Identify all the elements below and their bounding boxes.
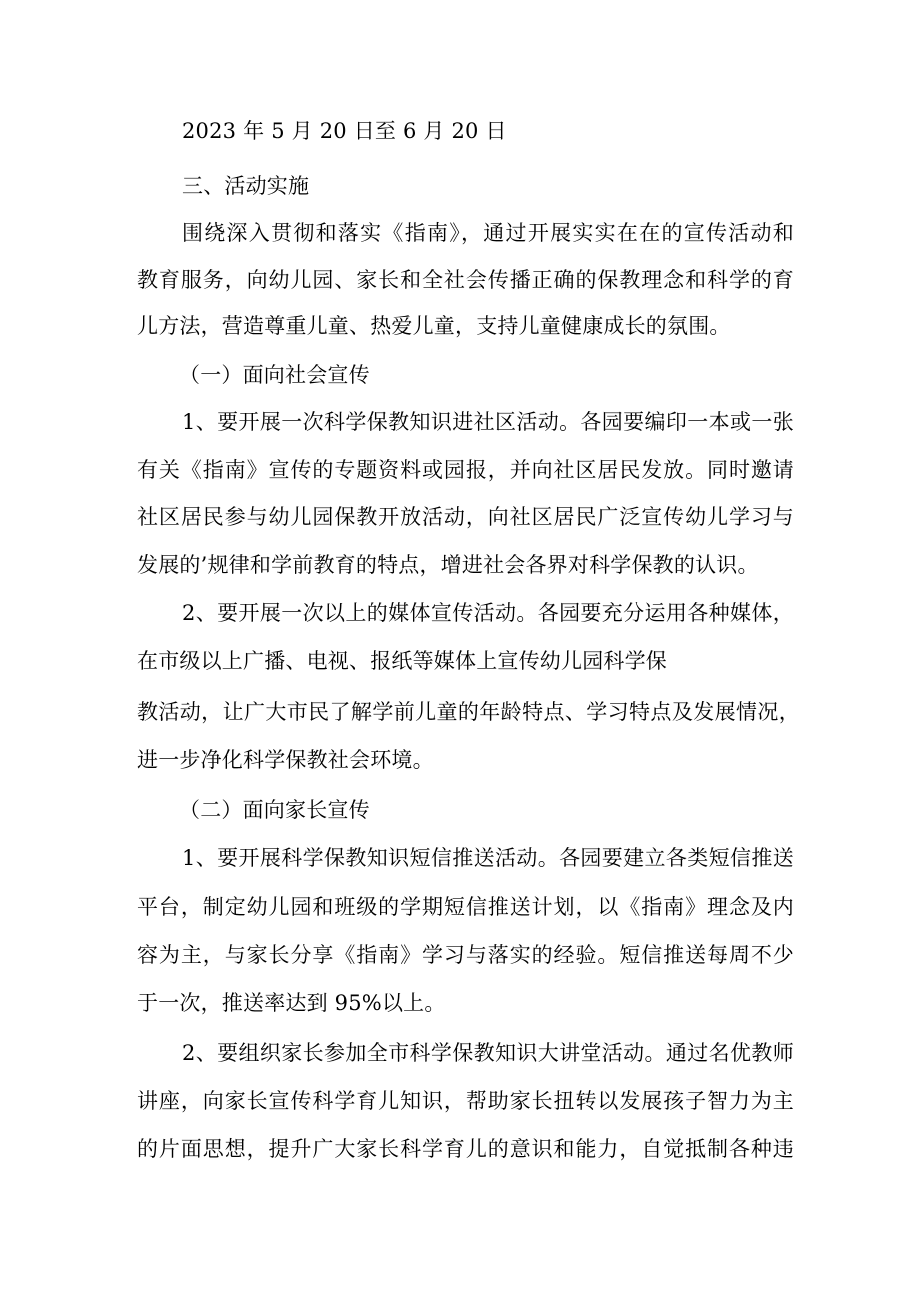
paragraph-line: 于一次，推送率达到 95%以上。 xyxy=(137,991,446,1015)
paragraph-line: 教活动，让广大市民了解学前儿童的年龄特点、学习特点及发展情况， xyxy=(137,700,800,724)
paragraph-line: 讲座，向家长宣传科学育儿知识，帮助家长扭转以发展孩子智力为主 xyxy=(137,1089,794,1113)
paragraph-line: 在市级以上广播、电视、报纸等媒体上宣传幼儿园科学保 xyxy=(137,649,667,673)
paragraph-line: 1、要开展一次科学保教知识进社区活动。各园要编印一本或一张 xyxy=(182,410,794,434)
paragraph-line: 社区居民参与幼儿园保教开放活动，向社区居民广泛宣传幼儿学习与 xyxy=(137,505,794,529)
subsection-heading-society: （一）面向社会宣传 xyxy=(179,363,370,387)
section-heading-activity-implementation: 三、活动实施 xyxy=(182,174,310,198)
paragraph-line: 1、要开展科学保教知识短信推送活动。各园要建立各类短信推送 xyxy=(182,846,794,870)
paragraph-line: 教育服务，向幼儿园、家长和全社会传播正确的保教理念和科学的育 xyxy=(137,268,794,292)
paragraph-line: 平台，制定幼儿园和班级的学期短信推送计划，以《指南》理念及内 xyxy=(137,895,794,919)
subsection-heading-parents: （二）面向家长宣传 xyxy=(179,798,370,822)
paragraph-line: 儿方法，营造尊重儿童、热爱儿童，支持儿童健康成长的氛围。 xyxy=(137,314,731,338)
paragraph-line: 有关《指南》宣传的专题资料或园报，并向社区居民发放。同时邀请 xyxy=(137,458,794,482)
paragraph-line: 围绕深入贯彻和落实《指南》，通过开展实实在在的宣传活动和 xyxy=(182,221,794,245)
date-range-line: 2023 年 5 月 20 日至 6 月 20 日 xyxy=(182,119,507,143)
paragraph-line: 发展的’规律和学前教育的特点，增进社会各界对科学保教的认识。 xyxy=(137,553,759,577)
paragraph-line: 2、要开展一次以上的媒体宣传活动。各园要充分运用各种媒体， xyxy=(182,601,794,625)
paragraph-line: 进一步净化科学保教社会环境。 xyxy=(137,748,434,772)
paragraph-line: 的片面思想，提升广大家长科学育儿的意识和能力，自觉抵制各种违 xyxy=(137,1137,794,1161)
paragraph-line: 容为主，与家长分享《指南》学习与落实的经验。短信推送每周不少 xyxy=(137,943,794,967)
paragraph-line: 2、要组织家长参加全市科学保教知识大讲堂活动。通过名优教师 xyxy=(182,1041,794,1065)
